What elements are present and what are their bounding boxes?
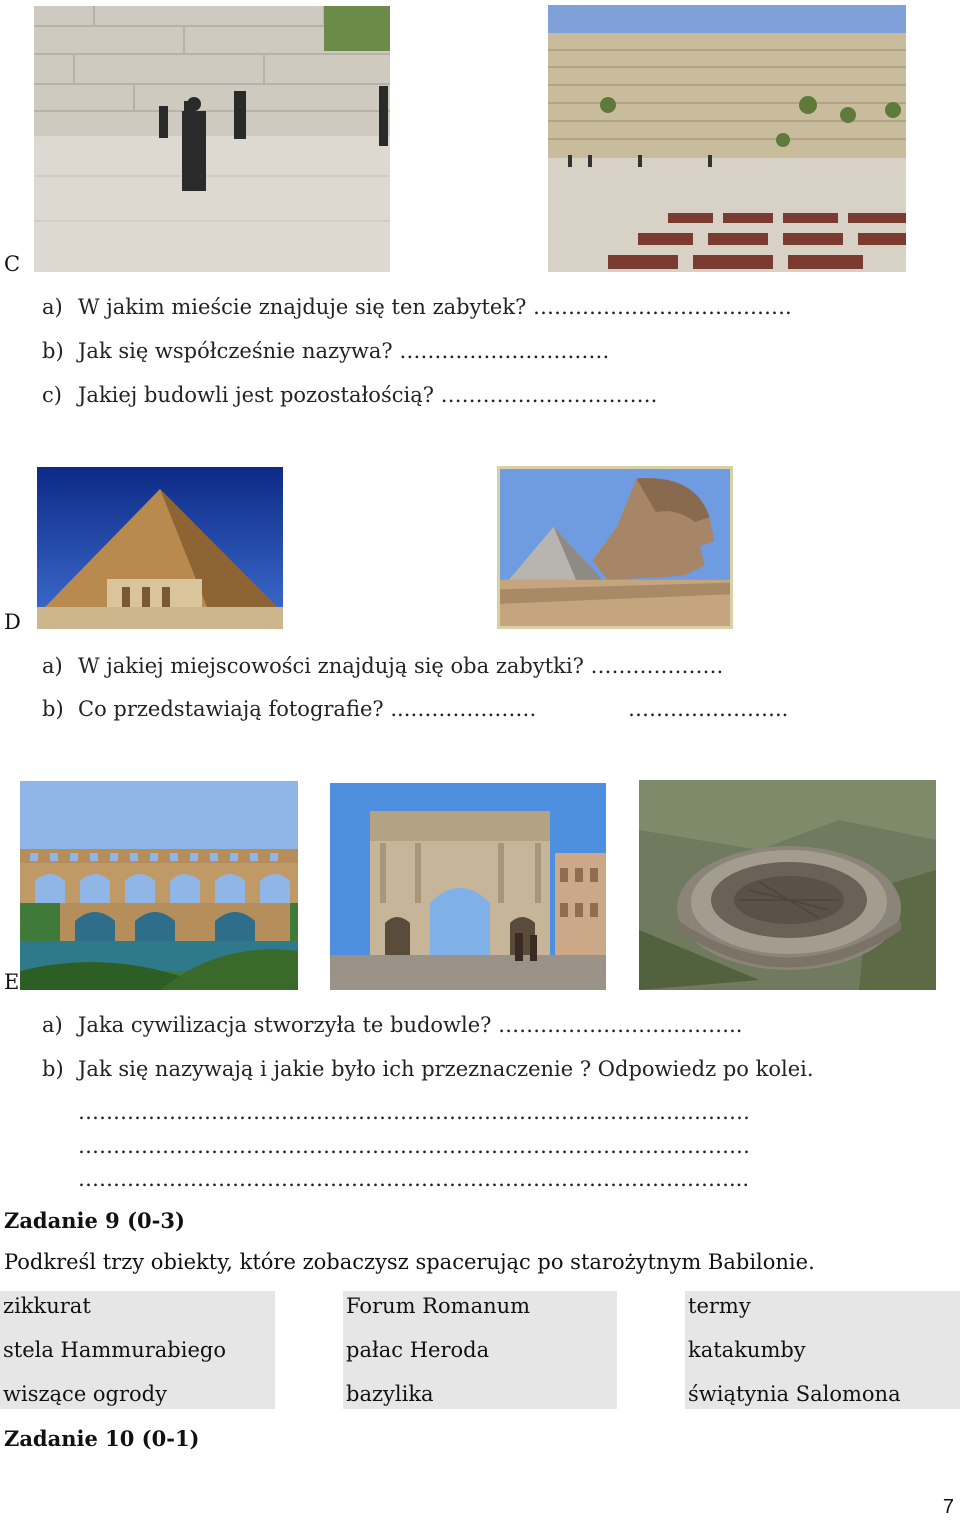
- question-d-a: [42, 654, 723, 678]
- question-label: a): [42, 654, 63, 678]
- answer-blank[interactable]: ……………………………….: [533, 295, 792, 319]
- answer-line-1[interactable]: ……………………………………………………………………………………: [78, 1100, 750, 1124]
- aqueduct-photo: [20, 781, 298, 990]
- colosseum-aerial-photo: [639, 780, 936, 990]
- question-label: b): [42, 339, 64, 363]
- question-text: Co przedstawiają fotografie?: [78, 697, 384, 721]
- option-item[interactable]: zikkurat: [3, 1294, 91, 1318]
- question-d-b: [42, 697, 536, 721]
- option-item[interactable]: świątynia Salomona: [688, 1382, 901, 1406]
- arch-of-constantine-photo: [330, 783, 606, 990]
- option-item[interactable]: pałac Heroda: [346, 1338, 490, 1362]
- question-c-b: [42, 339, 609, 363]
- question-text: Jak się współcześnie nazywa?: [78, 339, 393, 363]
- question-label: a): [42, 1013, 63, 1037]
- task9-column-3: [685, 1291, 960, 1409]
- question-c-c: [42, 383, 657, 407]
- answer-line-3[interactable]: …………………………………………………………………………………...: [78, 1167, 750, 1191]
- question-label: b): [42, 697, 64, 721]
- section-e-letter: E: [4, 970, 20, 994]
- question-text: W jakim mieście znajduje się ten zabytek?: [78, 295, 527, 319]
- page-number: 7: [942, 1496, 954, 1518]
- question-c-a: [42, 295, 792, 319]
- answer-blank[interactable]: ……………….: [590, 654, 724, 678]
- pyramid-photo: [37, 467, 283, 629]
- option-item[interactable]: stela Hammurabiego: [3, 1338, 226, 1362]
- task9-column-2: [343, 1291, 617, 1409]
- option-item[interactable]: wiszące ogrody: [3, 1382, 167, 1406]
- question-e-b: [42, 1057, 814, 1081]
- question-text: Jak się nazywają i jakie było ich przeznaczenie ? Odpowiedz po kolei.: [78, 1057, 814, 1081]
- question-text: Jaka cywilizacja stworzyła te budowle?: [78, 1013, 492, 1037]
- section-d-letter: D: [4, 610, 21, 634]
- option-item[interactable]: bazylika: [346, 1382, 434, 1406]
- option-item[interactable]: Forum Romanum: [346, 1294, 531, 1318]
- section-c-letter: C: [4, 252, 21, 276]
- task9-heading: Zadanie 9 (0-3): [4, 1208, 185, 1233]
- sphinx-photo: [497, 466, 733, 629]
- answer-blank[interactable]: …………………………: [399, 339, 610, 363]
- question-text: Jakiej budowli jest pozostałością?: [78, 383, 434, 407]
- question-label: a): [42, 295, 63, 319]
- question-text: W jakiej miejscowości znajdują się oba zabytki?: [78, 654, 584, 678]
- task10-heading: Zadanie 10 (0-1): [4, 1426, 200, 1451]
- task9-instruction: Podkreśl trzy obiekty, które zobaczysz spacerując po starożytnym Babilonie.: [4, 1250, 815, 1274]
- question-label: b): [42, 1057, 64, 1081]
- question-label: c): [42, 383, 62, 407]
- question-e-a: [42, 1013, 742, 1037]
- answer-blank[interactable]: ………………………….: [440, 383, 658, 407]
- western-wall-photo-2: [548, 5, 906, 272]
- task9-column-1: [0, 1291, 275, 1409]
- answer-line-2[interactable]: ……………………………………………………………………………………: [78, 1134, 750, 1158]
- option-item[interactable]: katakumby: [688, 1338, 806, 1362]
- answer-blank[interactable]: ……………………………..: [498, 1013, 743, 1037]
- western-wall-photo-1: [34, 6, 390, 272]
- answer-blank[interactable]: ...………………: [390, 697, 537, 721]
- answer-blank-2[interactable]: …………………..: [628, 697, 789, 721]
- option-item[interactable]: termy: [688, 1294, 751, 1318]
